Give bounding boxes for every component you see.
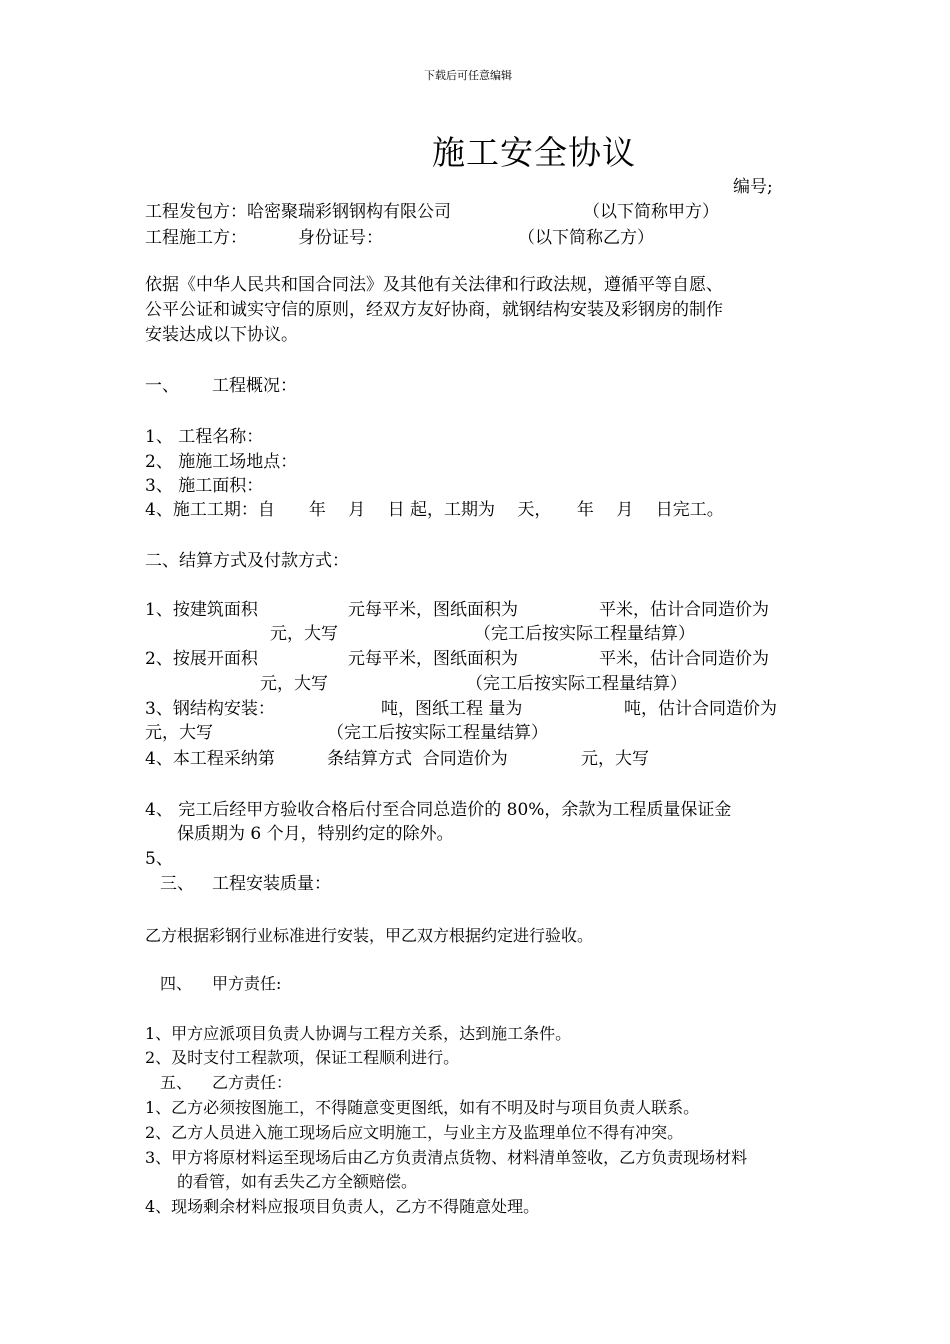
party-b-note: （以下简称乙方） — [518, 228, 654, 248]
settle-3-c: 吨，估计合同造价为 — [624, 699, 777, 719]
section-5-number: 五、 — [160, 1073, 193, 1092]
settle-3-d: 元，大写 — [145, 723, 213, 743]
section-3-number: 三、 — [160, 874, 194, 894]
settle-4-b: 条结算方式 合同造价为 — [327, 749, 508, 769]
settle-2-e: （完工后按实际工程量结算） — [466, 674, 687, 694]
party-b-duty-1: 1、乙方必须按图施工，不得随意变更图纸，如有不明及时与项目负责人联系。 — [145, 1098, 700, 1117]
party-a-note: （以下简称甲方） — [583, 202, 719, 222]
settle-4-c: 元，大写 — [581, 749, 649, 769]
settle-3-a: 3、钢结构安装： — [145, 699, 275, 719]
settle-2-a: 2、按展开面积 — [145, 649, 258, 669]
party-b-duty-3-cont: 的看管，如有丢失乙方全额赔偿。 — [177, 1172, 418, 1191]
settle-4-a: 4、本工程采纳第 — [145, 749, 275, 769]
party-b-duty-2: 2、乙方人员进入施工现场后应文明施工，与业主方及监理单位不得有冲突。 — [145, 1123, 684, 1142]
section-2-title: 二、结算方式及付款方式： — [145, 551, 349, 571]
party-b-duty-3: 3、甲方将原材料运至现场后由乙方负责清点货物、材料清单签收，乙方负责现场材料 — [145, 1148, 748, 1167]
intro-line-1: 依据《中华人民共和国合同法》及其他有关法律和行政法规，遵循平等自愿、 — [145, 275, 723, 295]
party-a-duty-1: 1、甲方应派项目负责人协调与工程方关系，达到施工条件。 — [145, 1024, 572, 1043]
payment-line-2: 保质期为 6 个月，特别约定的除外。 — [177, 824, 454, 844]
document-number-label: 编号; — [733, 177, 773, 197]
settle-1-a: 1、按建筑面积 — [145, 600, 258, 620]
party-b-duty-4: 4、现场剩余材料应报项目负责人，乙方不得随意处理。 — [145, 1197, 540, 1216]
settle-1-c: 平米，估计合同造价为 — [599, 600, 769, 620]
document-title: 施工安全协议 — [432, 133, 636, 172]
settle-1-e: （完工后按实际工程量结算） — [474, 624, 695, 644]
quality-text: 乙方根据彩钢行业标准进行安装，甲乙双方根据约定进行验收。 — [145, 926, 594, 945]
overview-item-4: 4、施工工期：自 年 月 日 起，工期为 天， 年 月 日完工。 — [145, 500, 724, 520]
settle-2-c: 平米，估计合同造价为 — [599, 649, 769, 669]
section-4-number: 四、 — [160, 974, 193, 993]
section-3-title: 工程安装质量： — [212, 874, 331, 894]
settle-3-e: （完工后按实际工程量结算） — [327, 723, 548, 743]
party-a-duty-2: 2、及时支付工程款项，保证工程顺利进行。 — [145, 1048, 460, 1067]
section-1-number: 一、 — [145, 376, 179, 396]
payment-line-1: 4、 完工后经甲方验收合格后付至合同总造价的 80%，余款为工程质量保证金 — [145, 800, 732, 820]
overview-item-3: 3、 施工面积： — [145, 476, 264, 496]
item-5: 5、 — [145, 849, 173, 869]
settle-2-d: 元，大写 — [260, 674, 328, 694]
section-5-title: 乙方责任： — [212, 1073, 293, 1092]
party-a-label: 工程发包方：哈密聚瑞彩钢钢构有限公司 — [145, 202, 451, 222]
settle-2-b: 元每平米，图纸面积为 — [348, 649, 518, 669]
overview-item-1: 1、 工程名称： — [145, 427, 264, 447]
page-header: 下载后可任意编辑 — [424, 69, 512, 82]
settle-1-b: 元每平米，图纸面积为 — [348, 600, 518, 620]
section-4-title: 甲方责任: — [212, 974, 282, 993]
intro-line-3: 安装达成以下协议。 — [145, 325, 298, 345]
settle-1-d: 元，大写 — [270, 624, 338, 644]
intro-line-2: 公平公证和诚实守信的原则，经双方友好协商，就钢结构安装及彩钢房的制作 — [145, 300, 723, 320]
section-1-title: 工程概况： — [212, 376, 297, 396]
settle-3-b: 吨，图纸工程 量为 — [381, 699, 523, 719]
party-b-label: 工程施工方： — [145, 228, 247, 248]
overview-item-2: 2、 施施工场地点： — [145, 452, 298, 472]
party-b-id-label: 身份证号： — [298, 228, 383, 248]
